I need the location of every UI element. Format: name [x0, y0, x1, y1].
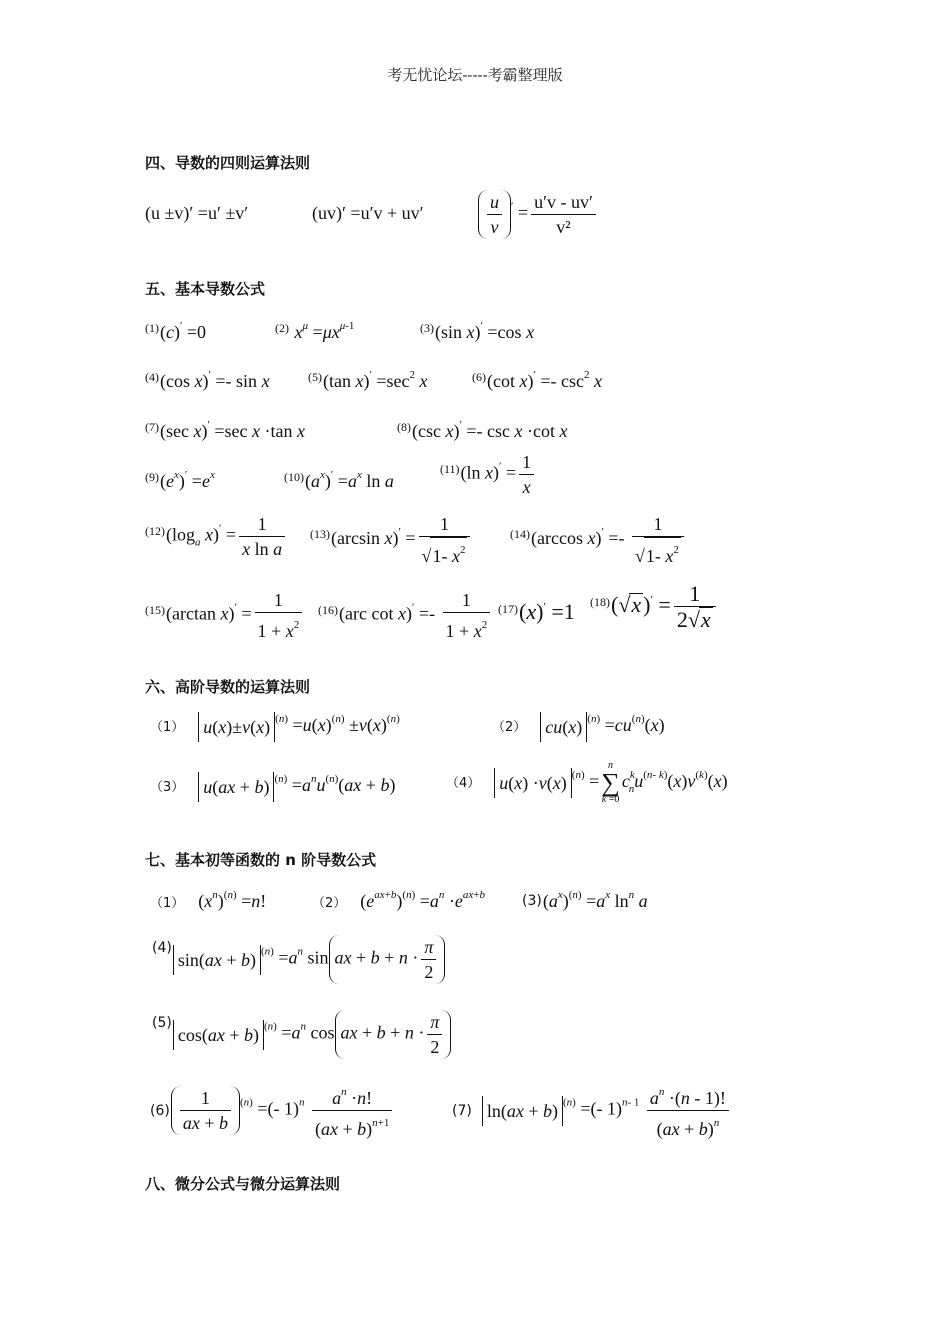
formula-nth-reciprocal: (6) $\frac{1}{ax + b}$ $^{(n)}$ =(- 1)$^n$ $\frac{a^n \cdot n!}{(ax + b)^{n+1}}$: [150, 1080, 395, 1141]
formula-nth-cos: $^{(5)}$cos(ax + b) $^{(n)} =a^n$ cos ax + b + n · $\frac{\pi}{2}$: [152, 1010, 451, 1059]
formula-nth-sin: $^{(4)}$sin(ax + b) $^{(n)} =a^n$ sin ax + b + n · $\frac{\pi}{2}$: [152, 935, 445, 984]
formula-nth-linear: （3） u(ax + b) $^{(n)} =a^nu^{(n)}(ax + b)$: [150, 768, 395, 802]
formula-d-arcsin: $^{(13)}$(arcsin x)′ = $\frac{1}{√1- x^2}$: [310, 512, 473, 568]
formula-d-x: $^{(17)}$(x)′ =1: [498, 599, 575, 624]
formula-product-rule: (uv)′ =u′v + uv′: [312, 203, 424, 223]
formula-d-sqrt: $^{(18)}$(√x)′ = $\frac{1}{2√x}$: [590, 582, 719, 632]
formula-sum-rule: (u ±v)′ =u′ ±v′: [145, 203, 249, 223]
formula-d-power: $^{(2)}$ $x^\mu =\mu x^{\mu-1}$: [275, 320, 355, 342]
section-5-title: 五、基本导数公式: [145, 280, 266, 298]
formula-d-sin: $^{(3)}$(sin x)′ =cos x: [420, 320, 535, 342]
page-header: 考无忧论坛-----考霸整理版: [387, 66, 563, 84]
formula-d-exp: $^{(9)}(e^x)' =e^x$: [145, 469, 215, 491]
section-7-title: 七、基本初等函数的 n 阶导数公式: [145, 851, 377, 869]
formula-d-log: $^{(12)}(\log_a$ x)′ = $\frac{1}{\text{x ln a}}$: [145, 512, 288, 561]
formula-leibniz: （4） u(x) ·v(x) $^{(n)}$ = n ∑ k =0 $c^k_nu^{(n- k)}(x)v^{(k)}(x)$: [446, 760, 728, 805]
formula-d-ln: $^{(11)}$(ln x)′ = $\frac{1}{x}$: [440, 450, 537, 499]
formula-nth-ax: $(3)(a^x)^{(n)} =a^x$ $\ln^n a$: [522, 889, 648, 911]
formula-d-cot: $^{(6)}$(cot $x)' =- \csc^2 x$: [472, 369, 603, 391]
formula-d-arctan: $^{(15)}$(arctan x)′ = $\frac{1}{1 + x^2}$: [145, 588, 305, 643]
formula-d-csc: $^{(8)}$(csc x)′ =- csc x ·cot x: [397, 419, 568, 441]
formula-quotient-rule: $\frac{u}{v}$ ′ = $\frac{u'v - uv'}{\text{v²}}$: [478, 190, 599, 239]
formula-nth-ln: (7) ln(ax + b) $^{(n)}$ =(- 1)$^{n- 1}$ $\frac{a^n \cdot(n - 1)!}{(ax + b)^n}$: [452, 1080, 732, 1141]
section-4-title: 四、导数的四则运算法则: [145, 154, 311, 172]
section-6-title: 六、高阶导数的运算法则: [145, 678, 311, 696]
formula-nth-power: （1） $(x^n)^{(n)} =n$!: [150, 889, 267, 911]
formula-nth-sum: （1） u(x)±v(x) $^{(n)} =u(x)^{(n)} \pm v(x)^{(n)}$: [150, 708, 400, 742]
quotient-numerator: u′v - uv′: [531, 190, 596, 215]
formula-d-const: $^{(1)}$(c)′ =0: [145, 320, 207, 342]
formula-d-arccos: $^{(14)}$(arccos x)′ =- $\frac{1}{√1- x^2}$: [510, 512, 687, 568]
formula-d-tan: $^{(5)}$(tan $x)' =\sec^2$ x: [308, 369, 428, 391]
formula-d-arccot: $^{(16)}$(arc cot x)′ =- $\frac{1}{1 + x^2}$: [318, 588, 493, 643]
formula-d-ax: $^{(10)}(a^x)' =a^x$ ln a: [284, 469, 394, 491]
formula-nth-const: （2） cu(x) $^{(n)} =cu^{(n)}(x)$: [492, 708, 665, 742]
formula-d-sec: $^{(7)}$(sec x)′ =sec x ·tan x: [145, 419, 306, 441]
section-8-title: 八、微分公式与微分运算法则: [145, 1175, 341, 1193]
formula-d-cos: $^{(4)}$(cos x)′ =- sin x: [145, 369, 270, 391]
quotient-denominator: v²: [556, 217, 571, 237]
formula-nth-exp: （2） $(e^{ax+b})^{(n)} =a^n \cdot e^{ax+b}$: [312, 889, 485, 911]
